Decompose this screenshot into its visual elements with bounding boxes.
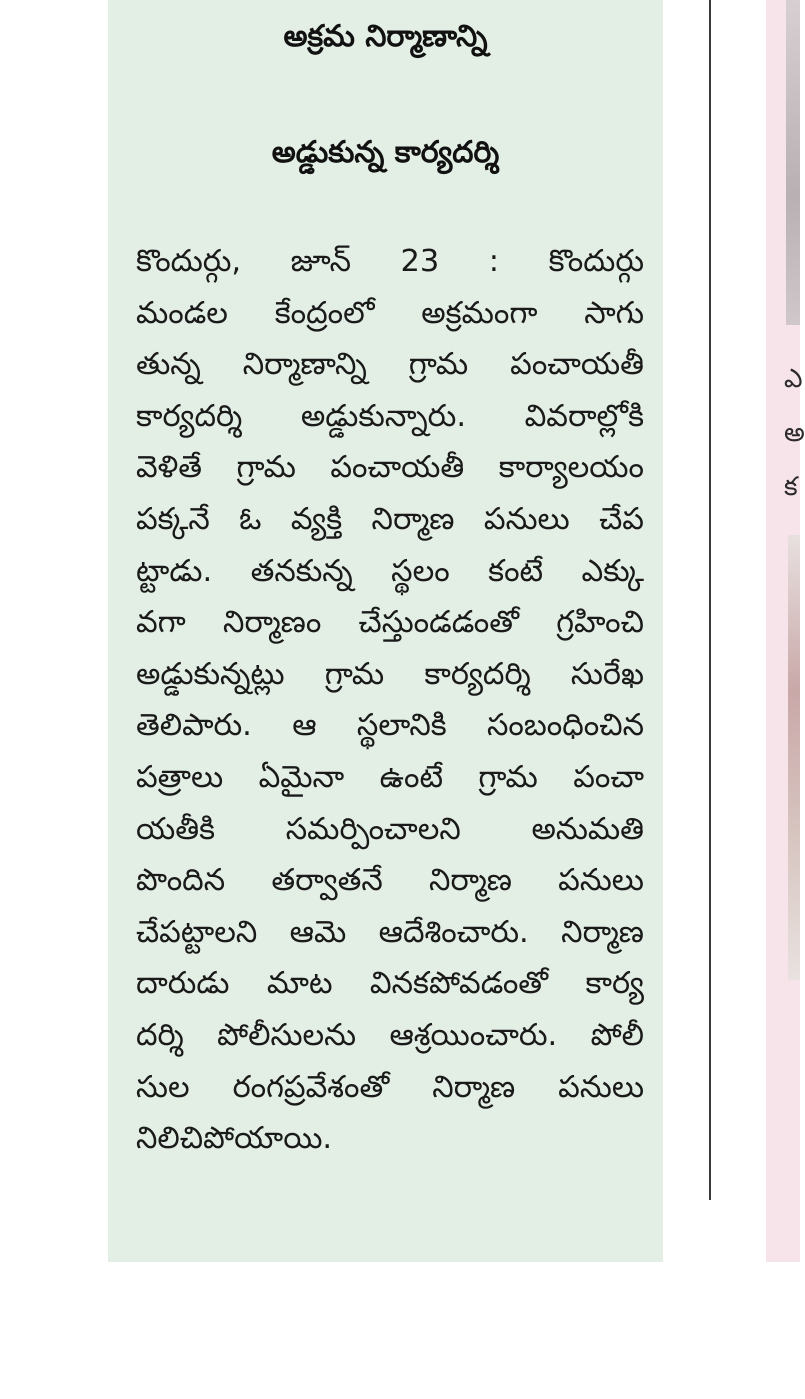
body-line: ట్టాడు. తనకున్న స్థలం కంటే ఎక్కు xyxy=(136,553,644,589)
news-article xyxy=(108,0,663,1262)
adjacent-text-fragment: అ xyxy=(784,418,805,448)
body-line: దర్శి పోలీసులను ఆశ్రయించారు. పోలీ xyxy=(136,1017,644,1053)
body-line: పత్రాలు ఏమైనా ఉంటే గ్రామ పంచా xyxy=(136,759,644,795)
body-line: సుల రంగప్రవేశంతో నిర్మాణ పనులు xyxy=(136,1069,644,1105)
body-line: చేపట్టాలని ఆమె ఆదేశించారు. నిర్మాణ xyxy=(136,914,644,950)
body-line: పొందిన తర్వాతనే నిర్మాణ పనులు xyxy=(136,863,644,899)
body-line: అడ్డుకున్నట్లు గ్రామ కార్యదర్శి సురేఖ xyxy=(136,656,644,692)
headline-line-1: అక్రమ నిర్మాణాన్ని xyxy=(283,19,488,54)
body-line: కార్యదర్శి అడ్డుకున్నారు. వివరాల్లోకి xyxy=(136,398,644,434)
headline-line-2: అడ్డుకున్న కార్యదర్శి xyxy=(271,135,500,170)
adjacent-photo-top xyxy=(786,0,800,325)
body-line: నిలిచిపోయాయి. xyxy=(136,1121,333,1157)
body-line: వెళితే గ్రామ పంచాయతీ కార్యాలయం xyxy=(136,450,644,486)
body-line: మండల కేంద్రంలో అక్రమంగా సాగు xyxy=(136,295,644,331)
article-body xyxy=(136,236,644,1165)
body-line: తున్న నిర్మాణాన్ని గ్రామ పంచాయతీ xyxy=(136,347,644,383)
adjacent-text-fragment: ఎ xyxy=(784,364,803,394)
adjacent-text-fragment: క xyxy=(784,472,798,502)
body-line: యతీకి సమర్పించాలని అనుమతి xyxy=(136,811,644,847)
body-line: తెలిపారు. ఆ స్థలానికి సంబంధించిన xyxy=(136,708,644,744)
body-line: దారుడు మాట వినకపోవడంతో కార్య xyxy=(136,966,644,1002)
column-divider xyxy=(709,0,711,1200)
body-line: పక్కనే ఓ వ్యక్తి నిర్మాణ పనులు చేప xyxy=(136,501,644,537)
body-line: కొందుర్గు, జూన్ 23 : కొందుర్గు xyxy=(136,244,644,279)
adjacent-photo-bottom xyxy=(788,535,800,980)
body-line: వగా నిర్మాణం చేస్తుండడంతో గ్రహించి xyxy=(136,605,644,641)
